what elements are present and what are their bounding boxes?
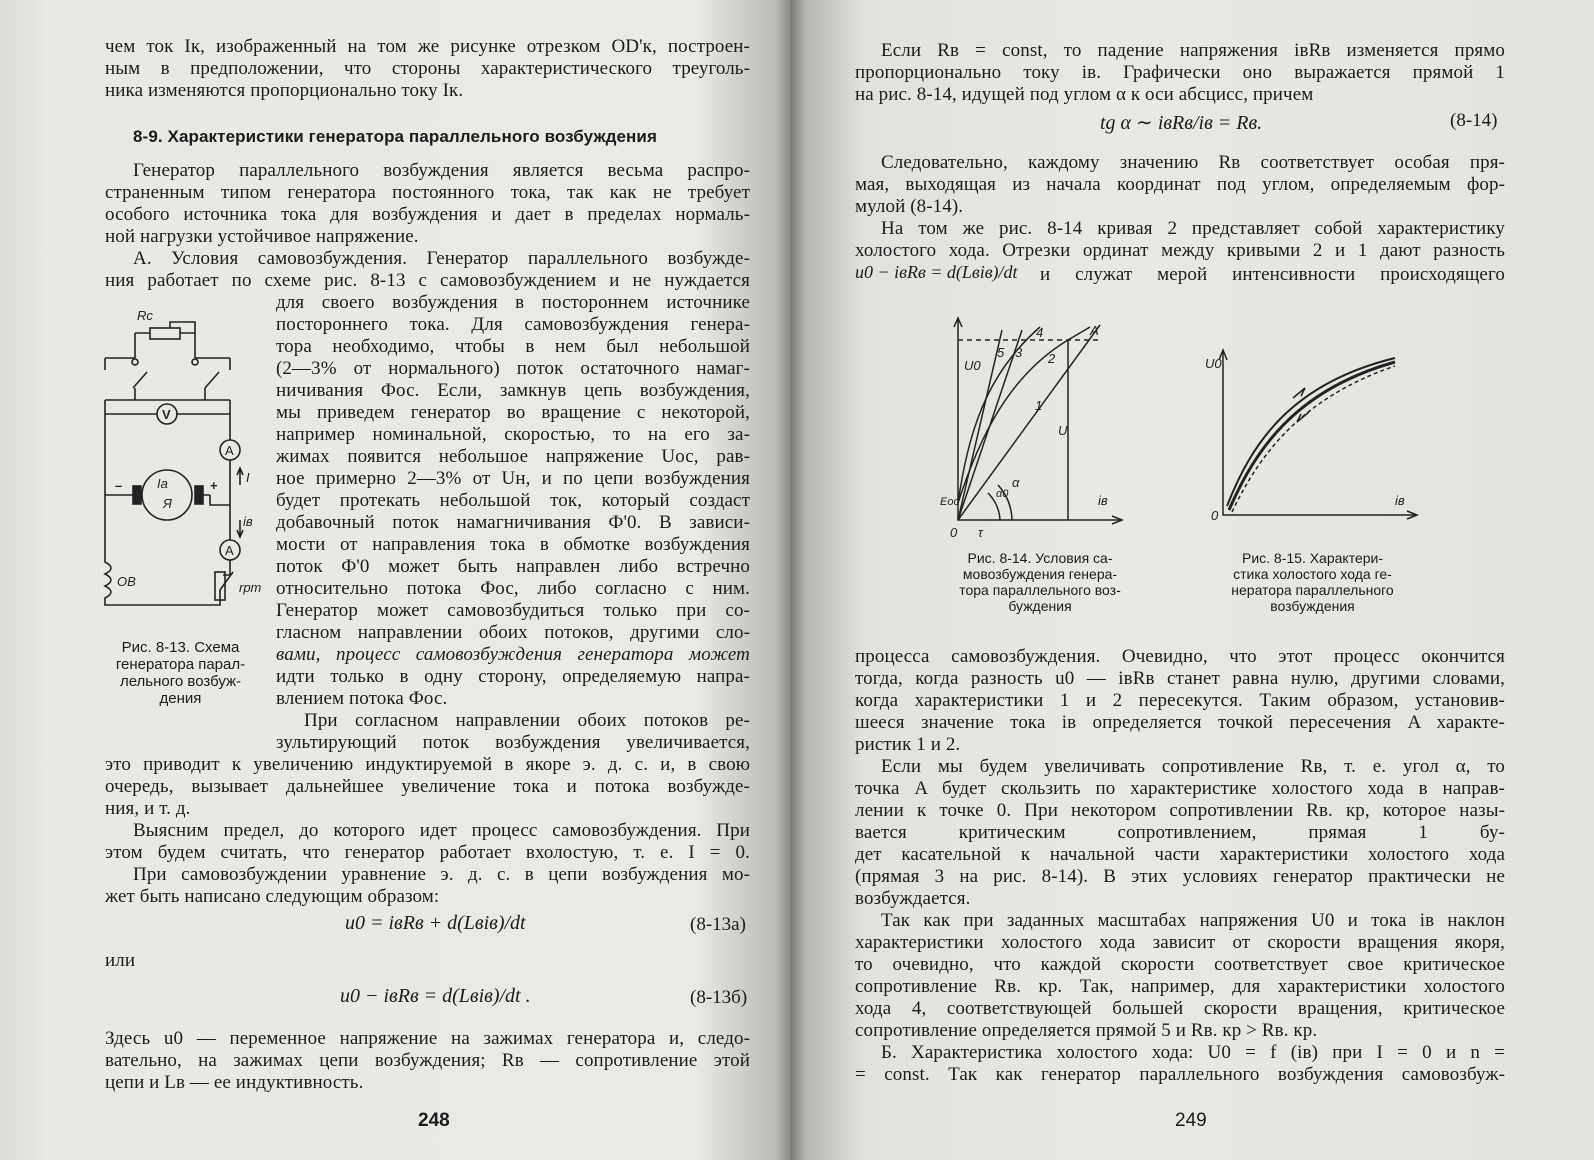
label-curve-4: 4: [1036, 325, 1044, 340]
label-a: A: [1090, 323, 1099, 338]
text-line: (2—3% от нормального) поток остаточного намаг-: [276, 358, 750, 379]
text-line: этом будем считать, что генератор работает вхолостую, т. е. I = 0.: [105, 842, 750, 863]
caption-line: Рис. 8-14. Условия са-: [967, 550, 1113, 566]
formula-difference: u0 − iвRв = d(Lвiв)/dt: [855, 262, 1018, 282]
text-line: ной нагрузки устойчивое напряжение.: [105, 226, 419, 247]
figure-8-13-circuit: [95, 300, 265, 620]
text-line: поток Ф'0 может быть направлен либо встречно: [276, 556, 750, 577]
text-line: это приводит к увеличению индуктируемой в якоре э. д. с. и, в свою: [105, 754, 750, 775]
text-line: для своего возбуждения в постороннем источнике: [276, 292, 750, 313]
text-line: хода 4, соответствующей большей скорости вращения, критическое: [855, 998, 1505, 1019]
text-line: ное примерно 2—3% от Uн, и по цепи возбуждения: [276, 468, 750, 489]
label-rpt: rрт: [239, 580, 262, 595]
caption-line: мовозбуждения генера-: [962, 566, 1118, 582]
formula-8-14: tg α ∼ iвRв/iв = Rв.: [1100, 112, 1263, 134]
text-line: пропорционально току iв. Графически оно выражается прямой 1: [855, 62, 1505, 83]
label-eos: Eос: [940, 496, 959, 508]
section-heading: 8-9. Характеристики генератора параллельного возбуждения: [133, 127, 657, 146]
text-line: лении к точке 0. При некотором сопротивлении Rв. кр, которое назы-: [855, 800, 1505, 821]
label-rc: Rc: [137, 308, 153, 323]
text-line: вательно, на зажимах цепи возбуждения; Rв — сопротивление этой: [105, 1050, 750, 1071]
text-line: Здесь u0 — переменное напряжение на зажимах генератора и, следо-: [105, 1028, 750, 1049]
text-line: чем ток Iк, изображенный на том же рисунке отрезком OD'к, построен-: [105, 36, 750, 57]
text-line: жимах появится небольшое напряжение Uос, рав-: [276, 446, 750, 467]
figure-8-14-diagram: [940, 315, 1130, 540]
text-line: = const. Так как генератор параллельного возбуждения самовозбуж-: [855, 1064, 1505, 1085]
formula-8-13b: u0 − iвRв = d(Lвiв)/dt .: [340, 985, 531, 1007]
label-line-3: 3: [1015, 345, 1023, 360]
label-minus: –: [115, 478, 123, 493]
text-line: относительно потока Фос, либо согласно с ним.: [276, 578, 750, 599]
caption-line: стика холостого хода ге-: [1233, 566, 1392, 582]
label-alpha: α: [1012, 475, 1020, 490]
text-line: то очевидно, что каждой скорости соответствует свое критическое: [855, 954, 1505, 975]
text-line: тогда, когда разность u0 — iвRв станет равна нулю, другими словами,: [855, 668, 1505, 689]
formula-8-13a: u0 = iвRв + d(Lвiв)/dt: [345, 912, 526, 934]
label-u0: U0: [1205, 356, 1222, 371]
text-line: очередь, вызывает дальнейшее увеличение тока и потока возбужде-: [105, 776, 750, 797]
label-ammeter-top: A: [225, 443, 234, 458]
formula-number: (8-13а): [690, 914, 746, 935]
text-line: Если мы будем увеличивать сопротивление Rв, т. е. угол α, то: [881, 756, 1505, 777]
text-line: гласном направлении обоих потоков, другими сло-: [276, 622, 750, 643]
text-line: вами, процесс самовозбуждения генератора может: [276, 644, 750, 665]
caption-line: дения: [159, 690, 202, 707]
text-line: мая, выходящая из начала координат под углом, определяемым фор-: [855, 174, 1505, 195]
text-line: страненным типом генератора постоянного тока, так как не требует: [105, 182, 750, 203]
label-line-1: 1: [1035, 398, 1043, 413]
label-ia: Ia: [157, 476, 168, 491]
caption-line: возбуждения: [1270, 598, 1355, 614]
label-voltmeter: V: [162, 407, 171, 422]
figure-8-15-diagram: [1205, 350, 1430, 530]
text-line: Если Rв = const, то падение напряжения iвRв изменяется прямо: [881, 40, 1505, 61]
caption-line: Рис. 8-15. Характери-: [1241, 550, 1384, 566]
label-u0: U0: [964, 358, 981, 373]
label-plus: +: [210, 478, 218, 493]
text-line: ния работает по схеме рис. 8-13 с самовозбуждением и не нуждается: [105, 270, 750, 291]
label-curve-2: 2: [1048, 351, 1056, 366]
label-i: I: [246, 470, 250, 485]
left-page: [0, 0, 790, 1160]
text-line: вается критическим сопротивлением, прямая 1 бу-: [855, 822, 1505, 843]
text-line: холостого хода. Отрезки ординат между кривыми 2 и 1 дают разность: [855, 240, 1505, 261]
text-line: влением потока Фос.: [276, 688, 448, 709]
text-line: тора необходимо, чтобы в нем был небольшой: [276, 336, 750, 357]
label-alpha0: α0: [996, 488, 1009, 500]
text-line: мости от направления тока в обмотке возбуждения: [276, 534, 750, 555]
text-line: Так как при заданных масштабах напряжения U0 и тока iв наклон: [881, 910, 1505, 931]
text-line: точка A будет скользить по характеристике холостого хода в направ-: [855, 778, 1505, 799]
text-line: Б. Характеристика холостого хода: U0 = f (iв) при I = 0 и n =: [881, 1042, 1505, 1063]
text-line: ника изменяются пропорционально току Iк.: [105, 80, 464, 101]
text-line: Выясним предел, до которого идет процесс самовозбуждения. При: [133, 820, 750, 841]
text-line: При самовозбуждении уравнение э. д. с. в цепи возбуждения мо-: [133, 864, 750, 885]
caption-line: буждения: [1008, 598, 1072, 614]
text-line: ничивания Фос. Если, замкнув цепь возбуждения,: [276, 380, 750, 401]
text-line: Следовательно, каждому значению Rв соответствует особая пря-: [881, 152, 1505, 173]
text-line: Генератор параллельного возбуждения является весьма распро-: [133, 160, 750, 181]
page-number: 249: [1175, 1110, 1207, 1131]
text-line: и служат мерой интенсивности происходящего: [1040, 264, 1505, 285]
text-line: А. Условия самовозбуждения. Генератор параллельного возбужде-: [133, 248, 750, 269]
text-line: идти только в одну сторону, определяемую напра-: [276, 666, 750, 687]
caption-line: нератора параллельного: [1231, 582, 1394, 598]
text-line: мулой (8-14).: [855, 196, 964, 217]
text-line: дет касательной к начальной части характеристики холостого хода: [855, 844, 1505, 865]
text-line: особого источника тока для возбуждения и дает в пределах нормаль-: [105, 204, 750, 225]
text-line: добавочный поток намагничивания Ф'0. В зависи-: [276, 512, 750, 533]
text-line: зультирующий поток возбуждения увеличивается,: [276, 732, 750, 753]
text-line: На том же рис. 8-14 кривая 2 представляет собой характеристику: [881, 218, 1505, 239]
text-line: будет протекать небольшой ток, который создаст: [276, 490, 750, 511]
caption-line: тора параллельного воз-: [959, 582, 1121, 598]
label-ammeter-bottom: A: [225, 543, 234, 558]
page-number: 248: [418, 1110, 450, 1131]
text-line: процесса самовозбуждения. Очевидно, что этот процесс окончится: [855, 646, 1505, 667]
label-line-5: 5: [997, 345, 1005, 360]
text-line: шееся значение тока iв определяется точкой пересечения A характе-: [855, 712, 1505, 733]
caption-line: Рис. 8-13. Схема: [121, 639, 240, 656]
right-page: [790, 0, 1594, 1160]
text-line: сопротивление Rв. кр. Так, например, для характеристики холостого: [855, 976, 1505, 997]
formula-number: (8-14): [1450, 110, 1498, 131]
text-line: когда характеристики 1 и 2 пересекутся. Таким образом, установив-: [855, 690, 1505, 711]
text-line: характеристики холостого хода зависит от скорости вращения якоря,: [855, 932, 1505, 953]
text-line: возбуждается.: [855, 888, 971, 909]
text-line: например номинальной, скоростью, то на его за-: [276, 424, 750, 445]
label-origin: 0: [950, 525, 958, 540]
text-line: ристик 1 и 2.: [855, 734, 961, 755]
label-iv: iв: [243, 514, 253, 529]
caption-line: лельного возбуж-: [119, 673, 242, 690]
text-line: или: [105, 950, 136, 971]
text-line: цепи и Lв — ее индуктивность.: [105, 1072, 364, 1093]
formula-number: (8-13б): [690, 987, 748, 1008]
text-line: При согласном направлении обоих потоков ре-: [304, 710, 750, 731]
text-line: (прямая 3 на рис. 8-14). В этих условиях генератор практически не: [855, 866, 1505, 887]
label-iv: iв: [1098, 493, 1108, 508]
text-line: сопротивление определяется прямой 5 и Rв. кр > Rв. кр.: [855, 1020, 1318, 1041]
text-line: жет быть написано следующим образом:: [105, 886, 440, 907]
text-line: ным в предположении, что стороны характеристического треуголь-: [105, 58, 750, 79]
label-u: U: [1058, 423, 1068, 438]
text-line: постороннего тока. Для самовозбуждения генера-: [276, 314, 750, 335]
label-iv: iв: [1395, 493, 1405, 508]
text-line: мы приведем генератор во вращение с некоторой,: [276, 402, 750, 423]
label-ya: Я: [163, 496, 172, 511]
label-tau: τ: [978, 525, 983, 540]
label-ov: ОВ: [117, 574, 136, 589]
text-line: ния, и т. д.: [105, 798, 191, 819]
caption-line: генератора парал-: [115, 656, 246, 673]
text-line: на рис. 8-14, идущей под углом α к оси абсцисс, причем: [855, 84, 1314, 105]
text-line: Генератор может самовозбудиться только при со-: [276, 600, 750, 621]
label-origin: 0: [1211, 508, 1219, 523]
